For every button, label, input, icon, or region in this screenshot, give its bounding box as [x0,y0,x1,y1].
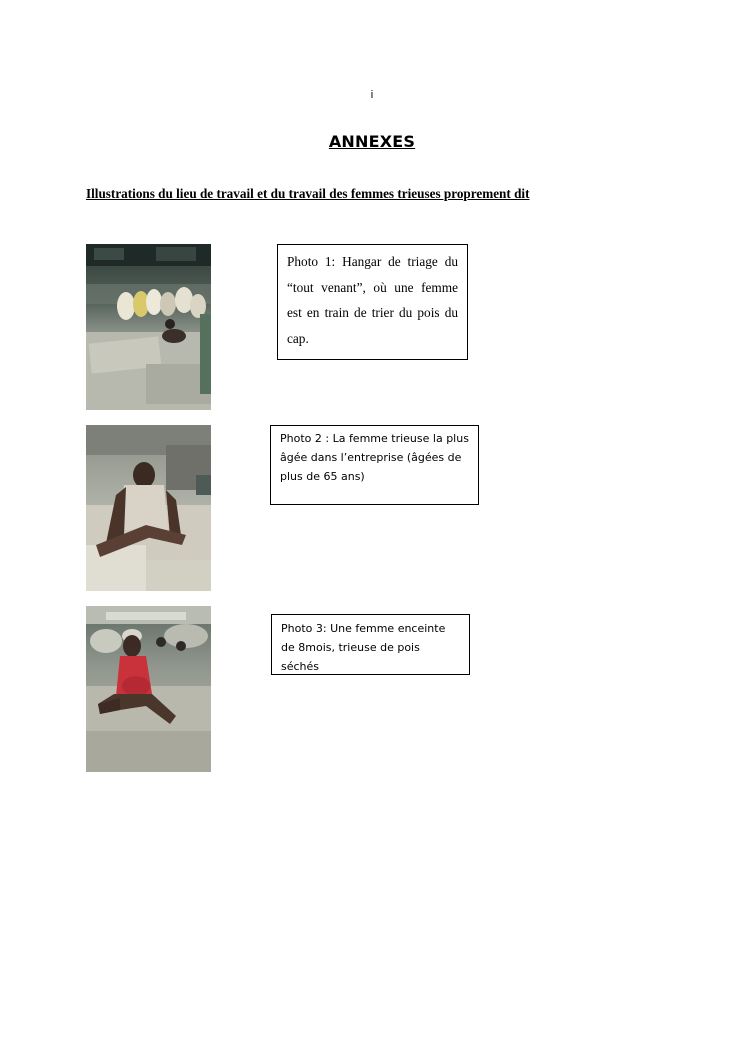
caption-photo-2: Photo 2 : La femme trieuse la plus âgée dans l’entreprise (âgées de plus de 65 ans) [270,425,479,505]
photo-elderly-sorter [86,425,211,591]
caption-photo-1: Photo 1: Hangar de triage du “tout venant”, où une femme est en train de trier du pois du cap. [277,244,468,360]
section-heading: Illustrations du lieu de travail et du travail des femmes trieuses proprement dit [86,186,530,201]
page-title: ANNEXES [328,132,416,151]
page-number: i [370,89,374,101]
caption-photo-3: Photo 3: Une femme enceinte de 8mois, trieuse de pois séchés [271,614,470,675]
photo-warehouse-sorting [86,244,211,410]
photo-pregnant-sorter [86,606,211,772]
